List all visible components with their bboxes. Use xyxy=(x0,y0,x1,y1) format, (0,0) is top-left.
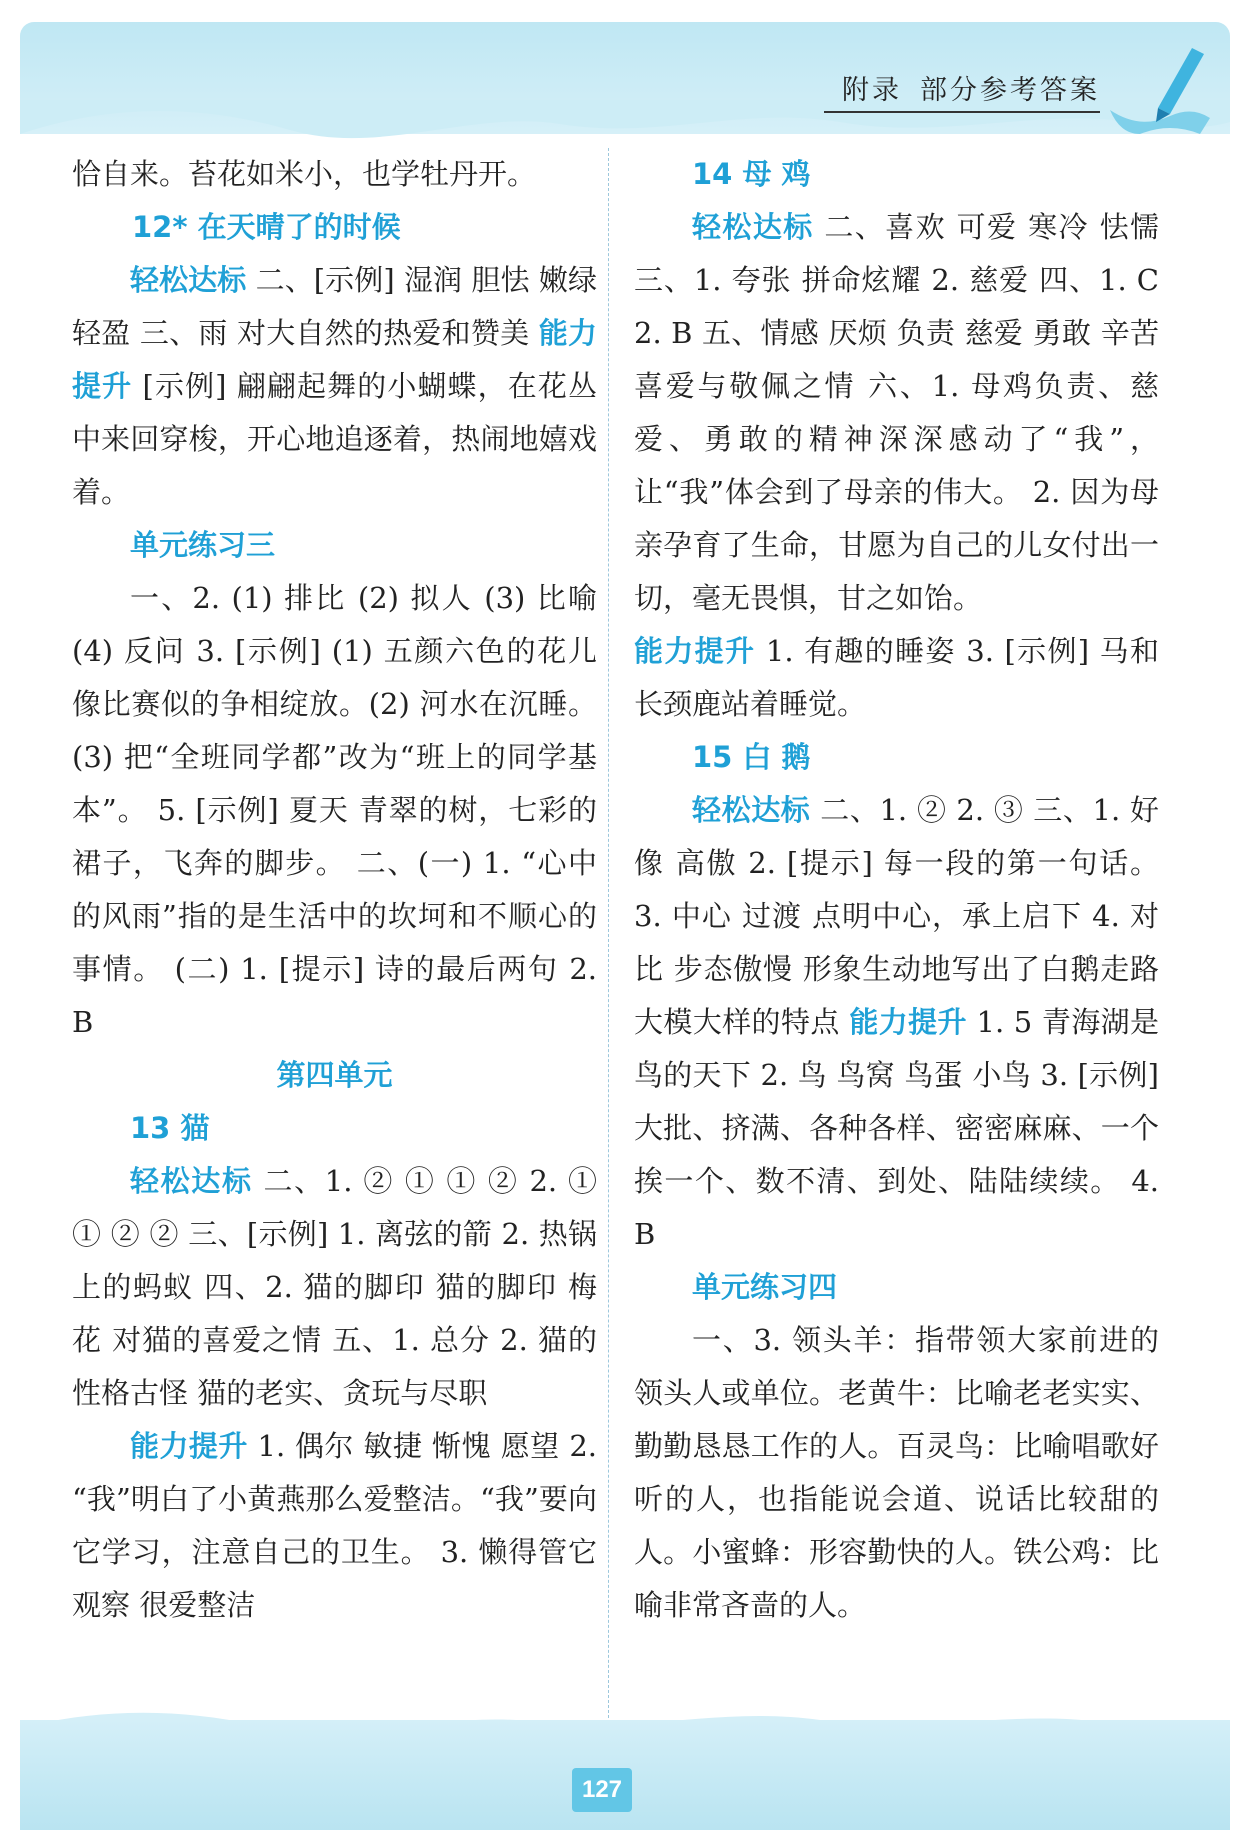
column-divider xyxy=(608,148,609,1718)
answer-text: 1. 5 青海湖是鸟的天下 2. 鸟 鸟窝 鸟蛋 小鸟 3. [示例] 大批、挤满、各种各样、密密麻麻、一个挨一个、数不清、到处、陆陆续续。 4. B xyxy=(634,1005,1159,1251)
answer-paragraph-12 xyxy=(72,254,597,519)
label-improve: 能力提升 xyxy=(634,634,756,668)
header-answers: 部分参考答案 xyxy=(920,75,1100,106)
answer-text: 二、喜欢 可爱 寒冷 怯懦 三、1. 夸张 拼命炫耀 2. 慈爱 四、1. C 2. B 五、情感 厌烦 负责 慈爱 勇敢 辛苦 喜爱与敬佩之情 六、1. 母鸡负责、慈爱、勇敢的精神深深感动了“我”，让“我”体会到了母亲的伟大。 2. 因为母亲孕育了生命，甘愿为自己的儿女付出一切，毫无畏惧，甘之如饴。 xyxy=(634,210,1159,615)
label-easy: 轻松达标 xyxy=(692,793,811,827)
left-column xyxy=(72,148,597,1632)
label-improve: 能力提升 xyxy=(130,1429,248,1463)
answer-paragraph-14b xyxy=(634,625,1159,731)
answer-text: 二、[示例] 湿润 胆怯 嫩绿 轻盈 三、雨 对大自然的热爱和赞美 xyxy=(72,263,597,350)
answer-text: 1. 有趣的睡姿 3. [示例] 马和长颈鹿站着睡觉。 xyxy=(634,634,1159,721)
unit-practice-4-text: 一、3. 领头羊：指带领大家前进的领头人或单位。老黄牛：比喻老老实实、勤勤恳恳工作的人。百灵鸟：比喻唱歌好听的人，也指能说会道、说话比较甜的人。小蜜蜂：形容勤快的人。铁公鸡：比喻非常吝啬的人。 xyxy=(634,1323,1159,1622)
section-title-15: 15 白 鹅 xyxy=(692,740,811,774)
page-header xyxy=(824,68,1100,113)
answer-text: [示例] 翩翩起舞的小蝴蝶，在花丛中来回穿梭，开心地追逐着，热闹地嬉戏着。 xyxy=(72,369,597,509)
unit-practice-3-title: 单元练习三 xyxy=(130,528,276,562)
answer-paragraph-14 xyxy=(634,201,1159,625)
section-title-14: 14 母 鸡 xyxy=(692,157,811,191)
answer-paragraph-13 xyxy=(72,1155,597,1420)
section-title-13: 13 猫 xyxy=(130,1111,210,1145)
header-appendix: 附录 xyxy=(842,75,902,106)
answer-text: 1. 偶尔 敏捷 惭愧 愿望 2. “我”明白了小黄燕那么爱整洁。“我”要向它学习，注意自己的卫生。 3. 懒得管它 观察 很爱整洁 xyxy=(72,1429,597,1622)
page-number: 127 xyxy=(572,1768,632,1812)
label-improve: 能力提升 xyxy=(72,316,597,403)
right-column xyxy=(634,148,1159,1632)
label-easy: 轻松达标 xyxy=(692,210,814,244)
answer-text: 二、1. ② 2. ③ 三、1. 好像 高傲 2. [提示] 每一段的第一句话。 3. 中心 过渡 点明中心，承上启下 4. 对比 步态傲慢 形象生动地写出了白鹅走路大模大样的特点 xyxy=(634,793,1159,1039)
unit-practice-4-title: 单元练习四 xyxy=(692,1270,838,1304)
unit-4-title: 第四单元 xyxy=(276,1058,393,1092)
label-easy: 轻松达标 xyxy=(130,1164,253,1198)
label-easy: 轻松达标 xyxy=(130,263,247,297)
label-improve: 能力提升 xyxy=(849,1005,967,1039)
answer-paragraph-13b xyxy=(72,1420,597,1632)
text-line: 恰自来。苔花如米小，也学牡丹开。 xyxy=(72,157,537,191)
section-title-12: 12* 在天晴了的时候 xyxy=(132,210,401,244)
answer-text: 二、1. ② ① ① ② 2. ① ① ② ② 三、[示例] 1. 离弦的箭 2. 热锅上的蚂蚁 四、2. 猫的脚印 猫的脚印 梅花 对猫的喜爱之情 五、1. 总分 2. 猫的性格古怪 猫的老实、贪玩与尽职 xyxy=(72,1164,597,1410)
pen-icon xyxy=(1100,38,1220,138)
answer-paragraph-15 xyxy=(634,784,1159,1261)
unit-practice-3-text: 一、2. (1) 排比 (2) 拟人 (3) 比喻 (4) 反问 3. [示例] (1) 五颜六色的花儿像比赛似的争相绽放。(2) 河水在沉睡。 (3) 把“全班同学都”改为“班上的同学基本”。 5. [示例] 夏天 青翠的树，七彩的裙子，飞奔的脚步。 二、(一) 1. “心中的风雨”指的是生活中的坎坷和不顺心的事情。 (二) 1. [提示] 诗的最后两句 2. B xyxy=(72,581,597,1039)
